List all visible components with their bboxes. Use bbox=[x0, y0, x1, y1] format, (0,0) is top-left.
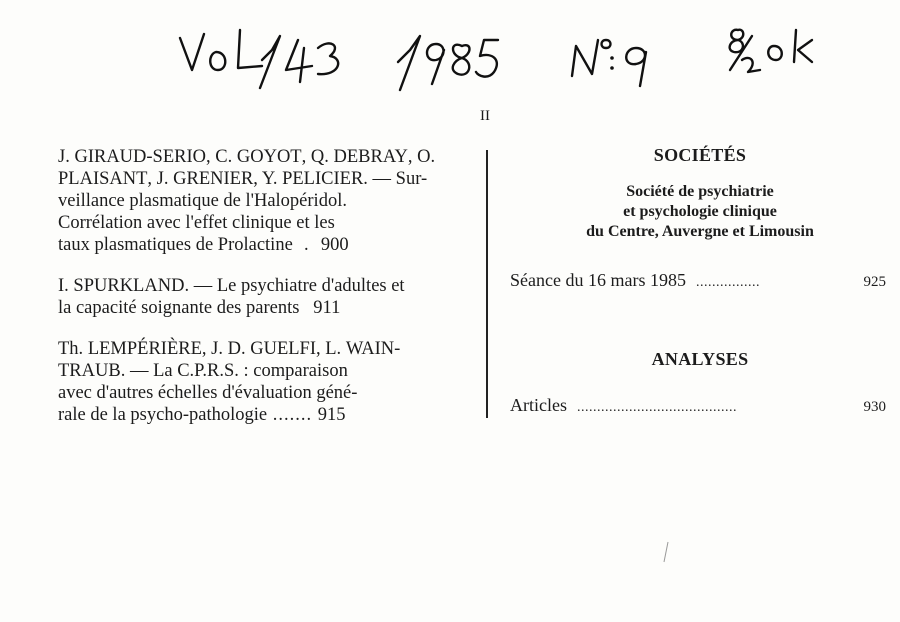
article-entry bbox=[58, 275, 461, 319]
entry-title-line: Corrélation avec l'effet clinique et les bbox=[58, 213, 335, 233]
author-name: GOYOT bbox=[236, 147, 302, 167]
page-number: 925 bbox=[863, 274, 886, 290]
page-folio: II bbox=[480, 108, 490, 124]
entry-title-line: avec d'autres échelles d'évaluation géné- bbox=[58, 383, 358, 403]
author-name: TRAUB bbox=[58, 361, 121, 381]
societes-heading: SOCIÉTÉS bbox=[653, 145, 747, 165]
entry-line: I. SPURKLAND. — Le psychiatre d'adultes et bbox=[58, 276, 405, 296]
author-name: DEBRAY bbox=[333, 147, 408, 167]
entry-title-line: rale de la psycho-pathologie ....... 915 bbox=[58, 405, 346, 425]
handwritten-annotation-drawing bbox=[0, 0, 900, 110]
seance-entry bbox=[510, 270, 886, 291]
handwritten-annotation bbox=[0, 0, 900, 110]
author-name: LEMPÉRIÈRE bbox=[87, 339, 202, 359]
entry-title-line: taux plasmatiques de Prolactine . 900 bbox=[58, 235, 349, 255]
entry-line: TRAUB. — La C.P.R.S. : comparaison bbox=[58, 361, 348, 381]
sections-column bbox=[510, 145, 890, 416]
author-name: WAIN- bbox=[345, 339, 401, 359]
article-entry bbox=[58, 146, 461, 256]
article-entry bbox=[58, 338, 461, 426]
column-divider bbox=[486, 150, 488, 418]
author-name: PLAISANT bbox=[58, 169, 148, 189]
page-number: 930 bbox=[863, 399, 886, 415]
entry-title-line: veillance plasmatique de l'Halopéridol. bbox=[58, 191, 347, 211]
author-name: GRENIER bbox=[173, 169, 254, 189]
author-name: GIRAUD-SERIO bbox=[74, 147, 207, 167]
article-list bbox=[58, 146, 461, 445]
society-name: Société de psychiatrie et psychologie clinique du Centre, Auvergne et Limousin bbox=[586, 183, 814, 240]
page-number: 911 bbox=[313, 298, 341, 318]
leader-dots: ........................................ bbox=[576, 400, 737, 415]
entry-title-line: la capacité soignante des parents 911 bbox=[58, 298, 341, 318]
seance-label: Séance du 16 mars 1985 bbox=[510, 270, 686, 290]
author-name: SPURKLAND bbox=[73, 276, 185, 296]
leader-dots: . bbox=[292, 235, 321, 255]
leader-dots: ....... bbox=[267, 405, 318, 425]
analyses-heading: ANALYSES bbox=[651, 349, 749, 369]
entry-line: PLAISANT, J. GRENIER, Y. PELICIER. — Sur- bbox=[58, 169, 428, 189]
entry-line: Th. LEMPÉRIÈRE, J. D. GUELFI, L. WAIN- bbox=[58, 339, 401, 359]
entry-line: J. GIRAUD-SERIO, C. GOYOT, Q. DEBRAY, O. bbox=[58, 147, 436, 167]
articles-entry bbox=[510, 395, 886, 416]
page-number: 900 bbox=[320, 235, 349, 255]
leader-dots: ................ bbox=[695, 275, 760, 290]
author-name: PELICIER bbox=[282, 169, 364, 189]
stray-pen-mark bbox=[660, 540, 672, 564]
page-number: 915 bbox=[317, 405, 346, 425]
articles-label: Articles bbox=[510, 395, 567, 415]
author-name: GUELFI bbox=[250, 339, 316, 359]
